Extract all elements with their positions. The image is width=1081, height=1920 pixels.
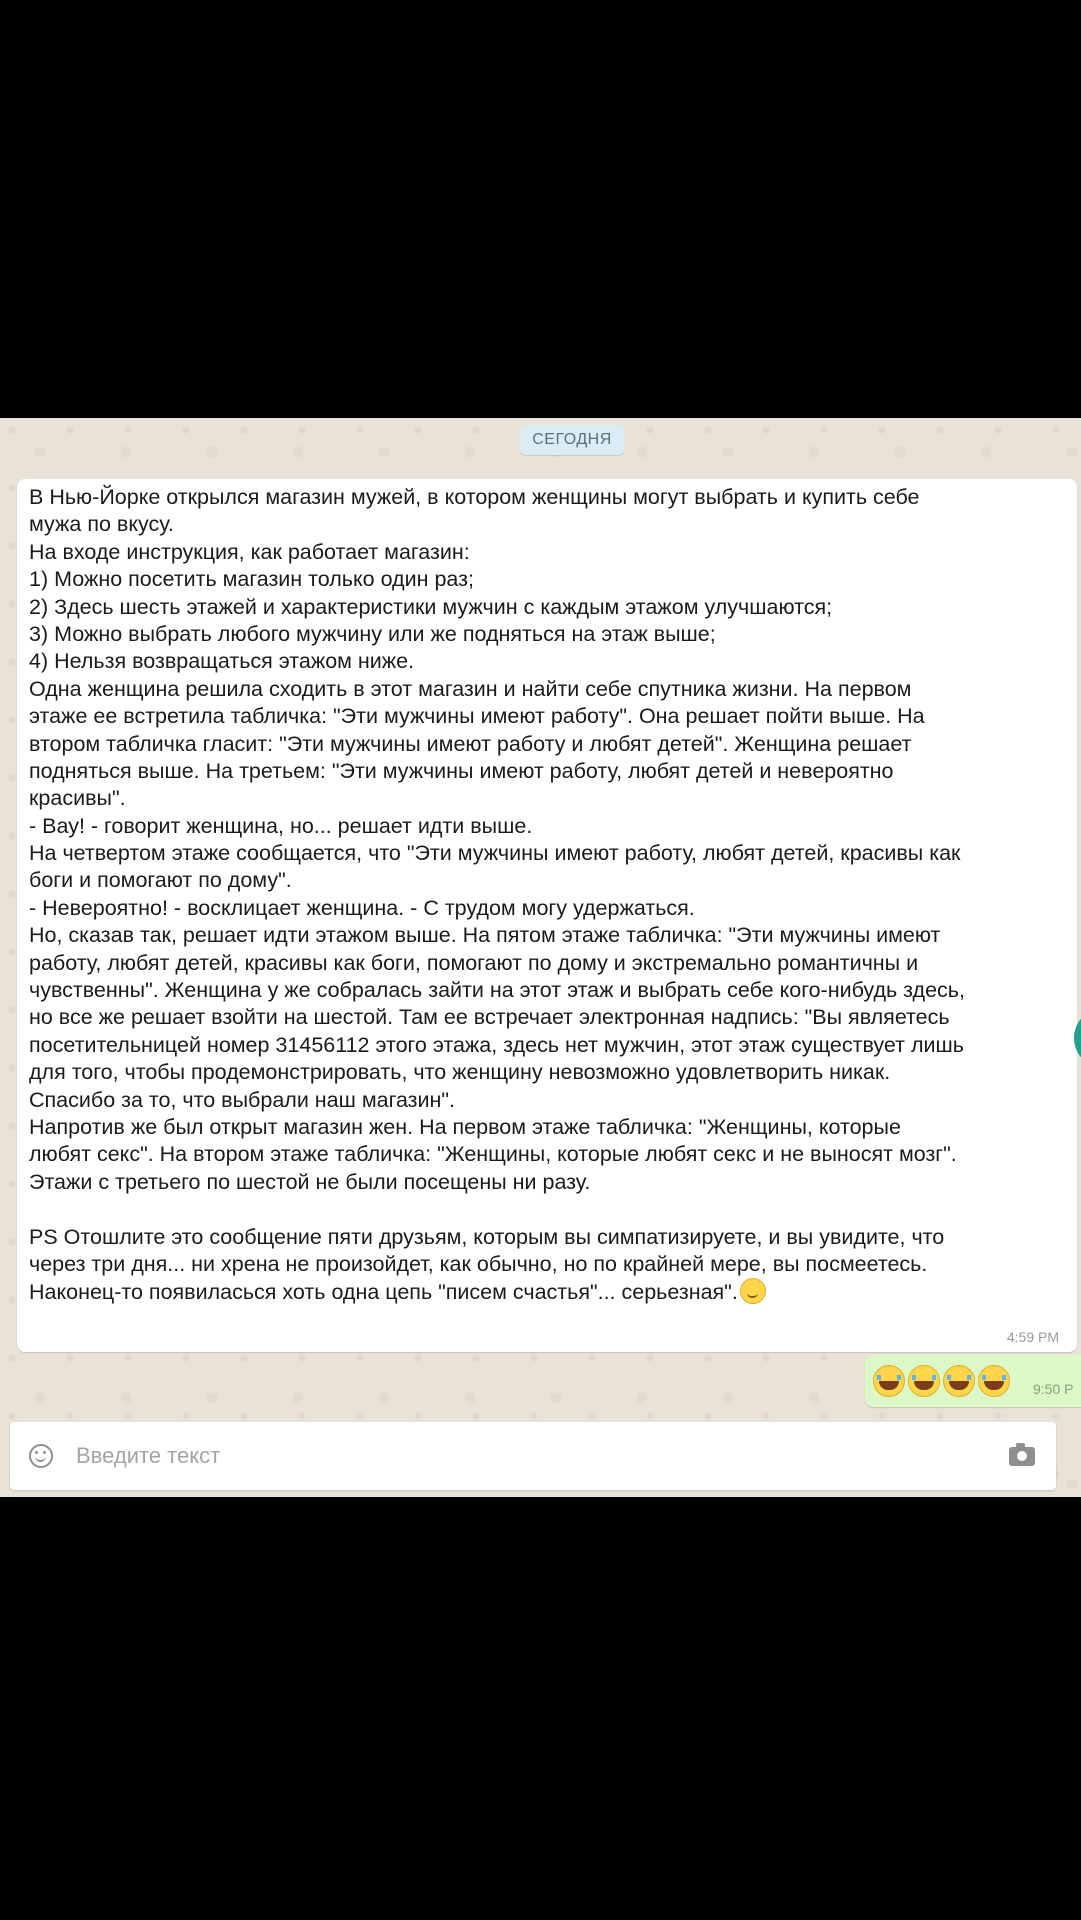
tears-of-joy-emoji: [978, 1365, 1010, 1397]
message-line: подняться выше. На третьем: "Эти мужчины имеют работу, любят детей и невероятно: [29, 758, 894, 783]
message-line: мужа по вкусу.: [29, 512, 174, 537]
message-line: для того, чтобы продемонстрировать, что женщину невозможно удовлетворить никак.: [29, 1060, 891, 1085]
incoming-message-bubble[interactable]: [17, 479, 1077, 1352]
message-line: Одна женщина решила сходить в этот магазин и найти себе спутника жизни. На первом: [29, 676, 912, 701]
camera-icon[interactable]: [1009, 1447, 1035, 1466]
outgoing-message-bubble[interactable]: [865, 1355, 1081, 1407]
message-line: работу, любят детей, красивы как боги, помогают по дому и экстремально романтичны и: [29, 950, 919, 975]
tears-of-joy-emoji: [908, 1365, 940, 1397]
message-line: На четвертом этаже сообщается, что "Эти мужчины имеют работу, любят детей, красивы как: [29, 841, 961, 866]
date-chip: СЕГОДНЯ: [520, 425, 624, 455]
message-line: Спасибо за то, что выбрали наш магазин".: [29, 1087, 456, 1112]
message-line: Этажи с третьего по шестой не были посещены ни разу.: [29, 1169, 591, 1194]
message-line: боги и помогают по дому".: [29, 868, 292, 893]
message-last-line-text: Наконец-то появиласься хоть одна цепь "писем счастья"... серьезная".: [29, 1280, 738, 1305]
message-line: В Нью-Йорке открылся магазин мужей, в котором женщины могут выбрать и купить себе: [29, 485, 920, 509]
smile-emoji: [740, 1278, 766, 1304]
outgoing-timestamp: 9:50 P: [1033, 1381, 1074, 1397]
message-line: красивы".: [29, 786, 126, 811]
message-line: чувственны". Женщина у же собралась зайти на этот этаж и выбрать себе кого-нибудь здесь,: [29, 978, 965, 1003]
tears-of-joy-emoji: [943, 1365, 975, 1397]
message-line: - Вау! - говорит женщина, но... решает идти выше.: [29, 813, 533, 838]
message-line: 4) Нельзя возвращаться этажом ниже.: [29, 649, 415, 674]
message-line: - Невероятно! - восклицает женщина. - С трудом могу удержаться.: [29, 895, 695, 920]
message-line: PS Отошлите это сообщение пяти друзьям, которым вы симпатизируете, и вы увидите, что: [29, 1224, 945, 1249]
message-line: посетительницей номер 31456112 этого этажа, здесь нет мужчин, этот этаж существует лишь: [29, 1032, 964, 1057]
message-line: но все же решает взойти на шестой. Там ее встречает электронная надпись: "Вы являетесь: [29, 1005, 950, 1030]
message-line: 3) Можно выбрать любого мужчину или же подняться на этаж выше;: [29, 621, 716, 646]
message-line: [29, 1196, 1065, 1223]
reply-emoji-row: [873, 1365, 1010, 1397]
message-last-line: [29, 1278, 1065, 1305]
message-line: 2) Здесь шесть этажей и характеристики мужчин с каждым этажом улучшаются;: [29, 594, 833, 619]
message-line: 1) Можно посетить магазин только один раз;: [29, 567, 474, 592]
message-input[interactable]: [76, 1441, 936, 1471]
message-line: Напротив же был открыт магазин жен. На первом этаже табличка: "Женщины, которые: [29, 1114, 901, 1139]
tears-of-joy-emoji: [873, 1365, 905, 1397]
message-line: втором табличка гласит: "Эти мужчины имеют работу и любят детей". Женщина решает: [29, 731, 912, 756]
message-line: через три дня... ни хрена не произойдет, как обычно, но по крайней мере, вы посмеетесь.: [29, 1251, 928, 1276]
smiley-icon[interactable]: [29, 1444, 53, 1468]
message-line: этаже ее встретила табличка: "Эти мужчины имеют работу". Она решает пойти выше. На: [29, 704, 925, 729]
chat-area[interactable]: [0, 418, 1081, 1497]
message-text: [29, 484, 1065, 1278]
message-timestamp: 4:59 PM: [1006, 1329, 1059, 1345]
message-composer: [10, 1422, 1056, 1490]
message-line: любят секс". На втором этаже табличка: "Женщины, которые любят секс и не выносят мозг".: [29, 1142, 957, 1167]
message-line: На входе инструкция, как работает магазин:: [29, 539, 470, 564]
message-line: Но, сказав так, решает идти этажом выше. На пятом этаже табличка: "Эти мужчины имеют: [29, 923, 941, 948]
